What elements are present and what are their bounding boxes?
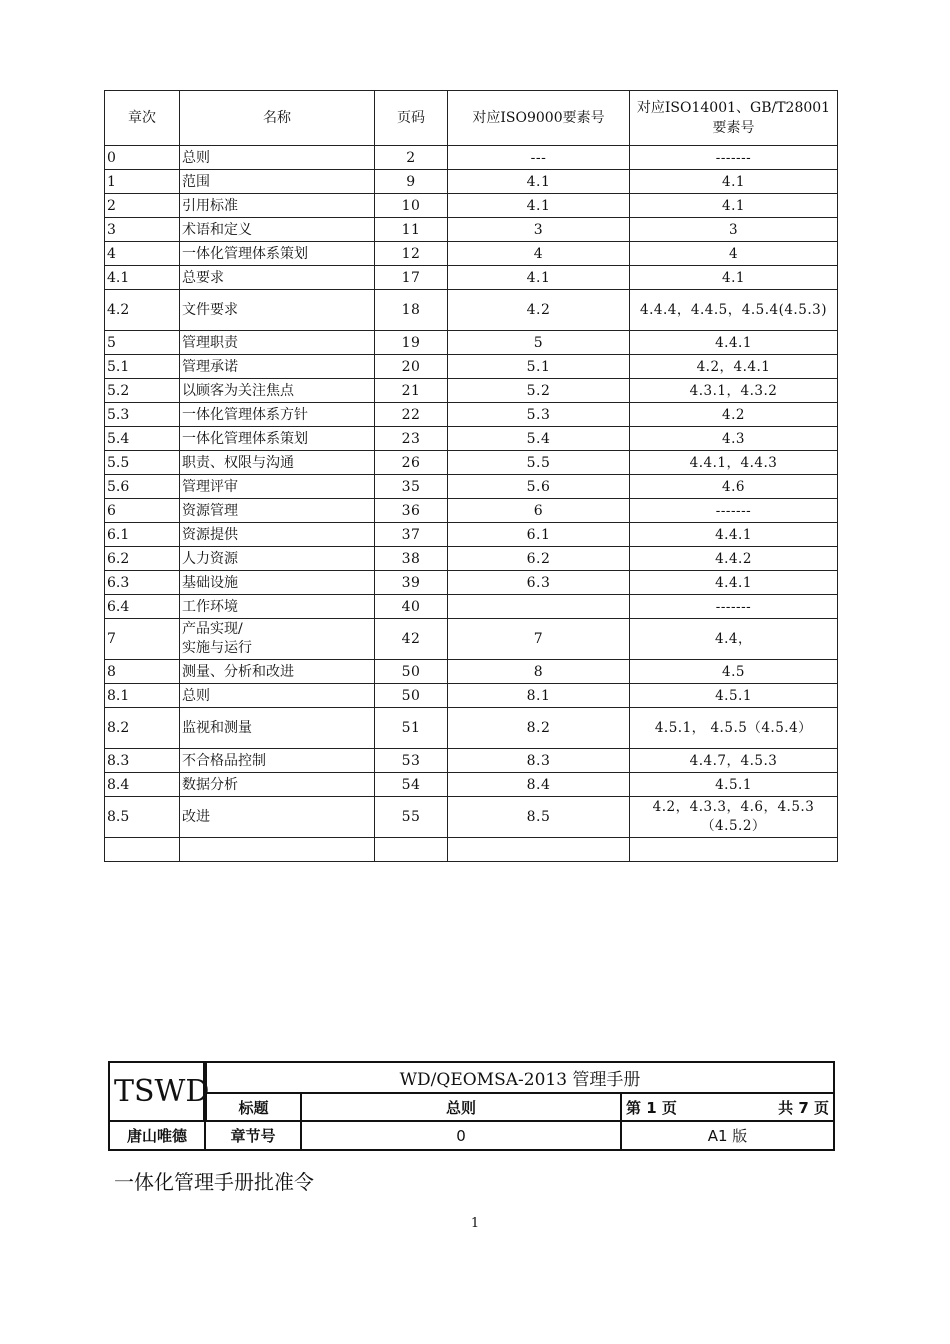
row-chapter-cell: 4	[105, 242, 180, 266]
toc-row	[105, 242, 838, 266]
row-iso14001-cell: -------	[630, 146, 838, 170]
row-iso9000-cell: 4.1	[448, 170, 630, 194]
row-iso9000-cell: 8.4	[448, 773, 630, 797]
row-name-cell: 总要求	[180, 266, 375, 290]
row-chapter-cell: 4.2	[105, 290, 180, 331]
row-iso14001-cell: 4.6	[630, 475, 838, 499]
row-chapter-cell: 8.4	[105, 773, 180, 797]
row-chapter-cell: 2	[105, 194, 180, 218]
row-name-cell: 产品实现/ 实施与运行	[180, 619, 375, 660]
row-page-cell: 38	[375, 547, 448, 571]
row-name-cell: 一体化管理体系方针	[180, 403, 375, 427]
toc-table	[104, 90, 838, 862]
row-iso9000-cell: 6.1	[448, 523, 630, 547]
toc-row	[105, 146, 838, 170]
row-chapter-cell: 4.1	[105, 266, 180, 290]
row-chapter-cell: 7	[105, 619, 180, 660]
row-chapter-cell: 1	[105, 170, 180, 194]
row-iso14001-cell: 4.1	[630, 170, 838, 194]
manual-title: WD/QEOMSA-2013 管理手册	[205, 1062, 834, 1093]
row-iso14001-cell: -------	[630, 499, 838, 523]
row-iso14001-cell: 4.4.1，4.4.3	[630, 451, 838, 475]
row-chapter-cell: 3	[105, 218, 180, 242]
row-iso9000-cell: 5.6	[448, 475, 630, 499]
row-page-cell: 39	[375, 571, 448, 595]
title-value: 总则	[301, 1093, 621, 1122]
row-page-cell: 12	[375, 242, 448, 266]
row-iso14001-cell: 4.2，4.3.3，4.6，4.5.3（4.5.2）	[630, 797, 838, 838]
row-iso14001-cell: 4.5.1， 4.5.5（4.5.4）	[630, 708, 838, 749]
row-page-cell: 26	[375, 451, 448, 475]
row-iso9000-cell: 5.5	[448, 451, 630, 475]
row-chapter-cell: 8	[105, 660, 180, 684]
title-label: 标题	[205, 1093, 301, 1122]
row-page-cell: 50	[375, 684, 448, 708]
row-name-cell: 一体化管理体系策划	[180, 427, 375, 451]
row-iso9000-cell: 8.3	[448, 749, 630, 773]
toc-body	[105, 146, 838, 862]
row-name-cell: 测量、分析和改进	[180, 660, 375, 684]
toc-row	[105, 218, 838, 242]
toc-row	[105, 451, 838, 475]
col-iso9000-header: 对应ISO9000要素号	[448, 91, 630, 146]
row-iso9000-cell: 5.1	[448, 355, 630, 379]
row-chapter-cell: 0	[105, 146, 180, 170]
row-iso9000-cell: 6.3	[448, 571, 630, 595]
row-page-cell: 17	[375, 266, 448, 290]
row-page-cell: 19	[375, 331, 448, 355]
row-iso9000-cell: 8.5	[448, 797, 630, 838]
row-iso14001-cell: 4.4.7，4.5.3	[630, 749, 838, 773]
row-name-cell: 范围	[180, 170, 375, 194]
row-page-cell: 22	[375, 403, 448, 427]
col-iso14001-header: 对应ISO14001、GB/T28001要素号	[630, 91, 838, 146]
row-page-cell: 51	[375, 708, 448, 749]
row-chapter-cell: 5	[105, 331, 180, 355]
row-name-cell: 资源提供	[180, 523, 375, 547]
version-value: A1 版	[621, 1121, 834, 1150]
row-name-cell: 管理职责	[180, 331, 375, 355]
row-page-cell: 11	[375, 218, 448, 242]
col-name-header: 名称	[180, 91, 375, 146]
document-header-box	[108, 1061, 835, 1151]
row-iso9000-cell: 6.2	[448, 547, 630, 571]
row-iso9000-cell: 4.1	[448, 266, 630, 290]
row-iso9000-cell: 8.2	[448, 708, 630, 749]
row-page-cell: 18	[375, 290, 448, 331]
toc-row	[105, 708, 838, 749]
row-iso9000-cell	[448, 595, 630, 619]
chapter-label: 章节号	[205, 1121, 301, 1150]
row-page-cell: 10	[375, 194, 448, 218]
row-iso14001-cell: 4.4.2	[630, 547, 838, 571]
toc-row	[105, 403, 838, 427]
row-name-cell: 不合格品控制	[180, 749, 375, 773]
row-iso9000-cell: 5.4	[448, 427, 630, 451]
row-name-cell: 基础设施	[180, 571, 375, 595]
toc-row	[105, 838, 838, 862]
row-page-cell: 42	[375, 619, 448, 660]
row-page-cell: 23	[375, 427, 448, 451]
toc-row	[105, 427, 838, 451]
toc-row	[105, 475, 838, 499]
row-chapter-cell: 5.2	[105, 379, 180, 403]
row-page-cell: 36	[375, 499, 448, 523]
page-total: 共 7 页	[778, 1098, 829, 1117]
toc-row	[105, 331, 838, 355]
toc-row	[105, 355, 838, 379]
row-page-cell: 50	[375, 660, 448, 684]
row-iso9000-cell: 8	[448, 660, 630, 684]
row-name-cell: 工作环境	[180, 595, 375, 619]
company-name: 唐山唯德	[109, 1121, 205, 1150]
row-chapter-cell: 5.5	[105, 451, 180, 475]
toc-row	[105, 619, 838, 660]
row-page-cell: 2	[375, 146, 448, 170]
row-name-cell	[180, 838, 375, 862]
toc-row	[105, 571, 838, 595]
row-page-cell: 20	[375, 355, 448, 379]
company-logo: TSWD	[109, 1062, 205, 1121]
row-iso9000-cell: 7	[448, 619, 630, 660]
row-iso14001-cell: 4.1	[630, 194, 838, 218]
row-chapter-cell: 5.4	[105, 427, 180, 451]
row-name-cell: 总则	[180, 684, 375, 708]
row-name-cell: 管理评审	[180, 475, 375, 499]
row-chapter-cell: 8.2	[105, 708, 180, 749]
toc-row	[105, 595, 838, 619]
row-page-cell: 21	[375, 379, 448, 403]
row-iso9000-cell: 6	[448, 499, 630, 523]
row-iso14001-cell: 3	[630, 218, 838, 242]
row-iso14001-cell: 4.5.1	[630, 684, 838, 708]
toc-row	[105, 684, 838, 708]
row-iso9000-cell: ---	[448, 146, 630, 170]
row-name-cell: 总则	[180, 146, 375, 170]
row-iso14001-cell: 4.3	[630, 427, 838, 451]
row-name-cell: 监视和测量	[180, 708, 375, 749]
approval-order-heading: 一体化管理手册批准令	[114, 1170, 314, 1194]
row-iso14001-cell: 4.5.1	[630, 773, 838, 797]
row-page-cell: 35	[375, 475, 448, 499]
toc-row	[105, 660, 838, 684]
row-chapter-cell: 5.1	[105, 355, 180, 379]
toc-row	[105, 266, 838, 290]
row-chapter-cell: 5.3	[105, 403, 180, 427]
row-iso14001-cell: 4.4.1	[630, 523, 838, 547]
row-iso14001-cell: 4.4.1	[630, 331, 838, 355]
row-chapter-cell: 6.3	[105, 571, 180, 595]
row-iso14001-cell: 4.1	[630, 266, 838, 290]
toc-row	[105, 290, 838, 331]
row-name-cell: 术语和定义	[180, 218, 375, 242]
row-chapter-cell: 6.1	[105, 523, 180, 547]
toc-row	[105, 547, 838, 571]
row-page-cell: 9	[375, 170, 448, 194]
row-page-cell	[375, 838, 448, 862]
toc-header-row	[105, 91, 838, 146]
row-iso9000-cell: 4	[448, 242, 630, 266]
row-name-cell: 人力资源	[180, 547, 375, 571]
row-page-cell: 54	[375, 773, 448, 797]
row-iso14001-cell: 4.2，4.4.1	[630, 355, 838, 379]
toc-row	[105, 379, 838, 403]
row-name-cell: 职责、权限与沟通	[180, 451, 375, 475]
toc-row	[105, 773, 838, 797]
row-name-cell: 改进	[180, 797, 375, 838]
row-iso14001-cell: 4.4.4，4.4.5，4.5.4(4.5.3)	[630, 290, 838, 331]
row-iso9000-cell: 3	[448, 218, 630, 242]
row-iso14001-cell: 4.4.1	[630, 571, 838, 595]
row-name-cell: 引用标准	[180, 194, 375, 218]
toc-row	[105, 797, 838, 838]
row-chapter-cell: 8.3	[105, 749, 180, 773]
toc-row	[105, 499, 838, 523]
row-iso14001-cell	[630, 838, 838, 862]
row-chapter-cell: 6.4	[105, 595, 180, 619]
row-page-cell: 53	[375, 749, 448, 773]
row-name-cell: 资源管理	[180, 499, 375, 523]
row-iso9000-cell	[448, 838, 630, 862]
row-iso9000-cell: 5	[448, 331, 630, 355]
row-iso14001-cell: 4.4，	[630, 619, 838, 660]
row-iso9000-cell: 5.3	[448, 403, 630, 427]
row-chapter-cell: 5.6	[105, 475, 180, 499]
col-page-header: 页码	[375, 91, 448, 146]
row-iso14001-cell: -------	[630, 595, 838, 619]
page-info	[621, 1093, 834, 1122]
row-iso14001-cell: 4.2	[630, 403, 838, 427]
row-chapter-cell: 8.1	[105, 684, 180, 708]
row-name-cell: 一体化管理体系策划	[180, 242, 375, 266]
row-chapter-cell: 6.2	[105, 547, 180, 571]
row-iso9000-cell: 8.1	[448, 684, 630, 708]
toc-row	[105, 523, 838, 547]
page-number: 1	[470, 1216, 480, 1231]
toc-row	[105, 170, 838, 194]
toc-row	[105, 749, 838, 773]
toc-row	[105, 194, 838, 218]
row-page-cell: 55	[375, 797, 448, 838]
row-chapter-cell: 6	[105, 499, 180, 523]
row-iso14001-cell: 4.3.1，4.3.2	[630, 379, 838, 403]
row-page-cell: 37	[375, 523, 448, 547]
row-iso14001-cell: 4	[630, 242, 838, 266]
row-iso9000-cell: 5.2	[448, 379, 630, 403]
row-iso9000-cell: 4.2	[448, 290, 630, 331]
row-chapter-cell: 8.5	[105, 797, 180, 838]
row-name-cell: 数据分析	[180, 773, 375, 797]
row-page-cell: 40	[375, 595, 448, 619]
col-chapter-header: 章次	[105, 91, 180, 146]
row-name-cell: 管理承诺	[180, 355, 375, 379]
row-chapter-cell	[105, 838, 180, 862]
page-current: 第 1 页	[626, 1098, 677, 1117]
row-name-cell: 以顾客为关注焦点	[180, 379, 375, 403]
row-iso9000-cell: 4.1	[448, 194, 630, 218]
row-iso14001-cell: 4.5	[630, 660, 838, 684]
row-name-cell: 文件要求	[180, 290, 375, 331]
chapter-value: 0	[301, 1121, 621, 1150]
